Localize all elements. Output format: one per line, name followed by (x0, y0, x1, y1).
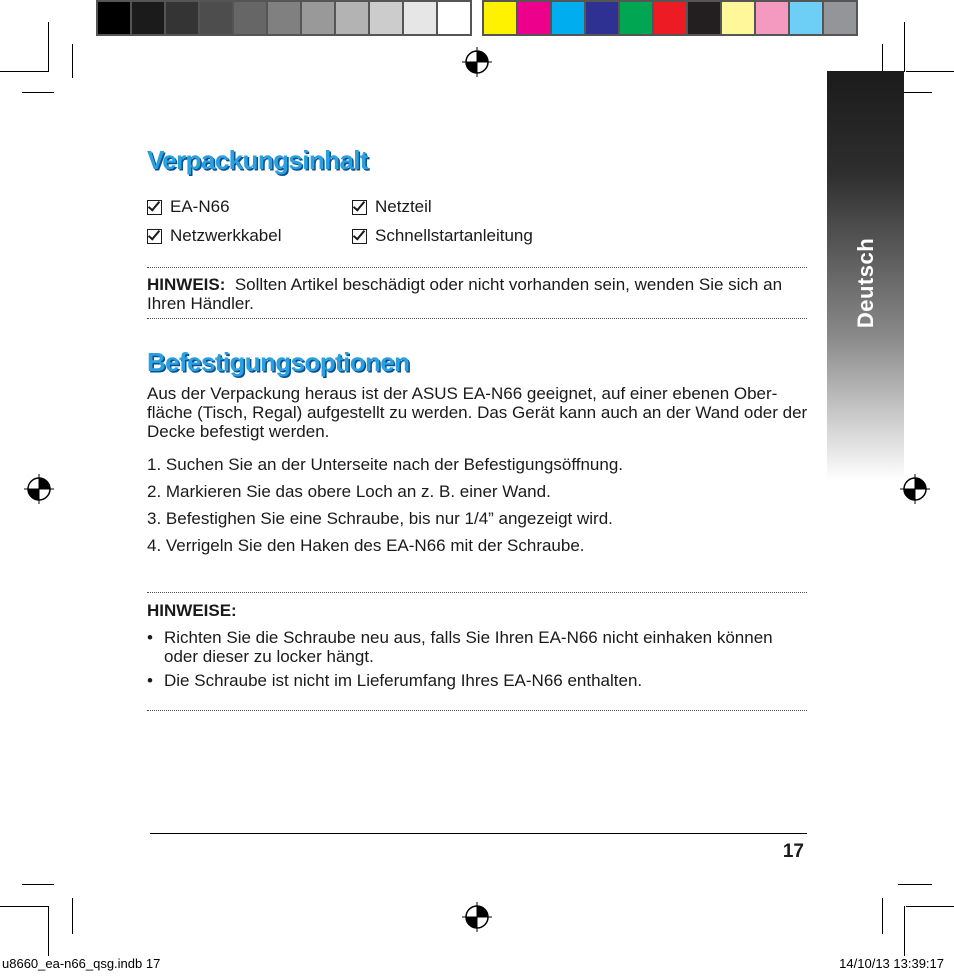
note-bullet-item (147, 628, 807, 668)
note-paragraph (147, 275, 807, 313)
color-swatch (620, 2, 652, 34)
registration-mark-icon (462, 902, 492, 932)
color-swatch (166, 2, 198, 34)
registration-mark-icon (462, 47, 492, 77)
package-item (352, 226, 533, 246)
mounting-step: 2. Markieren Sie das obere Loch an z. B. einer Wand. (147, 482, 551, 501)
bullet-icon: • (147, 628, 153, 647)
package-item-label: Netzteil (375, 197, 432, 216)
gray-swatch-group (96, 0, 472, 36)
package-item (352, 197, 432, 217)
language-side-tab (827, 71, 904, 481)
mounting-step: 1. Suchen Sie an der Unterseite nach der Befestigungsöffnung. (147, 455, 624, 474)
color-swatch (654, 2, 686, 34)
package-item (147, 226, 282, 246)
color-swatch (756, 2, 788, 34)
color-swatch (268, 2, 300, 34)
dotted-divider (147, 592, 807, 593)
note-bullet-item (147, 671, 807, 691)
footer-rule (150, 833, 807, 834)
mounting-intro: Aus der Verpackung heraus ist der ASUS EA-N66 geeignet, auf einer ebenen Ober-fläche (Tisch, Regal) aufgestellt zu werden. Das Gerät kann auch an der Wand oder der Decke befestigt werden. (147, 384, 808, 441)
note-text: Sollten Artikel beschädigt oder nicht vorhanden sein, wenden Sie sich an Ihren Händler. (147, 275, 783, 313)
dotted-divider (147, 267, 807, 268)
checkbox-checked-icon (352, 229, 367, 244)
process-color-swatch-group (482, 0, 858, 36)
color-swatch (132, 2, 164, 34)
checkbox-checked-icon (147, 200, 162, 215)
color-swatch (234, 2, 266, 34)
color-swatch (484, 2, 516, 34)
bullet-icon: • (147, 671, 153, 690)
color-swatch (824, 2, 856, 34)
package-item-label: EA-N66 (170, 197, 230, 216)
section-title-package-contents: Verpackungsinhalt (147, 145, 368, 175)
package-item-label: Schnellstartanleitung (375, 226, 533, 245)
notes-heading: HINWEISE: (147, 601, 237, 620)
color-swatch (404, 2, 436, 34)
note-label: HINWEIS: (147, 275, 226, 294)
color-swatch (586, 2, 618, 34)
color-swatch (438, 2, 470, 34)
checkbox-checked-icon (352, 200, 367, 215)
color-swatch (518, 2, 550, 34)
dotted-divider (147, 318, 807, 319)
print-color-bar (96, 0, 858, 36)
package-item-label: Netzwerkkabel (170, 226, 282, 245)
color-swatch (552, 2, 584, 34)
package-item (147, 197, 230, 217)
registration-mark-icon (24, 474, 54, 504)
checkbox-checked-icon (147, 229, 162, 244)
color-swatch (790, 2, 822, 34)
dotted-divider (147, 710, 807, 711)
print-slug-date: 14/10/13 13:39:17 (839, 956, 944, 971)
section-title-mounting-options: Befestigungsoptionen (147, 347, 410, 377)
note-bullet-text: Die Schraube ist nicht im Lieferumfang Ihres EA-N66 enthalten. (164, 671, 643, 690)
mounting-step: 3. Befestighen Sie eine Schraube, bis nur 1/4” angezeigt wird. (147, 509, 613, 528)
color-swatch (722, 2, 754, 34)
print-slug-file: u8660_ea-n66_qsg.indb 17 (2, 956, 161, 971)
color-swatch (336, 2, 368, 34)
note-bullet-text: Richten Sie die Schraube neu aus, falls Sie Ihren EA-N66 nicht einhaken können oder dieser zu locker hängt. (164, 628, 773, 666)
mounting-step: 4. Verrigeln Sie den Haken des EA-N66 mit der Schraube. (147, 536, 585, 555)
color-swatch (302, 2, 334, 34)
page-number: 17 (782, 841, 804, 862)
color-swatch (688, 2, 720, 34)
color-swatch (200, 2, 232, 34)
side-tab-label: Deutsch (852, 237, 878, 329)
registration-mark-icon (900, 474, 930, 504)
color-swatch (370, 2, 402, 34)
color-swatch (98, 2, 130, 34)
